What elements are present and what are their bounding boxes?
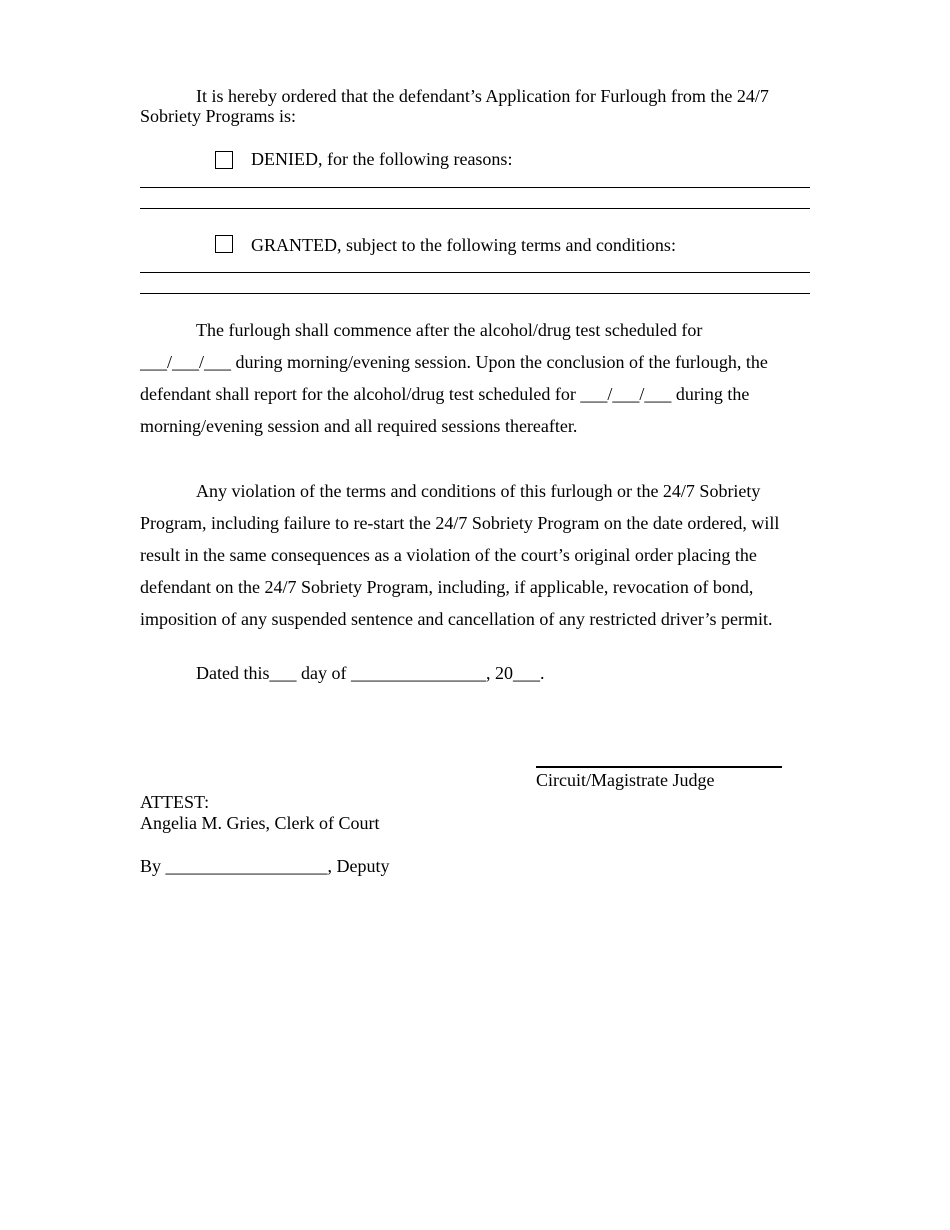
- furlough-line-4: morning/evening session and all required sessions thereafter.: [140, 416, 578, 436]
- clerk-name: Angelia M. Gries, Clerk of Court: [140, 813, 380, 833]
- denied-reason-line-1[interactable]: [140, 187, 810, 188]
- violation-line-5: imposition of any suspended sentence and cancellation of any restricted driver’s permit.: [140, 609, 773, 629]
- granted-condition-line-2[interactable]: [140, 293, 810, 294]
- granted-condition-line-1[interactable]: [140, 272, 810, 273]
- judge-label: Circuit/Magistrate Judge: [536, 770, 715, 790]
- violation-line-4: defendant on the 24/7 Sobriety Program, including, if applicable, revocation of bond,: [140, 577, 754, 597]
- deputy-by-line: By __________________, Deputy: [140, 856, 390, 876]
- judge-signature-line[interactable]: [536, 766, 782, 768]
- furlough-line-3: defendant shall report for the alcohol/drug test scheduled for ___/___/___ during the: [140, 384, 750, 404]
- violation-line-1: Any violation of the terms and conditions of this furlough or the 24/7 Sobriety: [196, 481, 761, 501]
- denied-reason-line-2[interactable]: [140, 208, 810, 209]
- furlough-line-2: ___/___/___ during morning/evening session. Upon the conclusion of the furlough, the: [140, 352, 768, 372]
- order-intro-line-1: It is hereby ordered that the defendant’s Application for Furlough from the 24/7: [196, 86, 769, 106]
- denied-checkbox[interactable]: [215, 151, 233, 169]
- order-intro-line-2: Sobriety Programs is:: [140, 106, 296, 126]
- furlough-line-1: The furlough shall commence after the alcohol/drug test scheduled for: [196, 320, 703, 340]
- violation-line-2: Program, including failure to re-start the 24/7 Sobriety Program on the date ordered, will: [140, 513, 780, 533]
- violation-line-3: result in the same consequences as a violation of the court’s original order placing the: [140, 545, 757, 565]
- dated-line: Dated this___ day of _______________, 20___.: [196, 663, 545, 683]
- granted-checkbox[interactable]: [215, 235, 233, 253]
- denied-label: DENIED, for the following reasons:: [251, 149, 513, 169]
- attest-label: ATTEST:: [140, 792, 210, 812]
- granted-label: GRANTED, subject to the following terms and conditions:: [251, 235, 676, 255]
